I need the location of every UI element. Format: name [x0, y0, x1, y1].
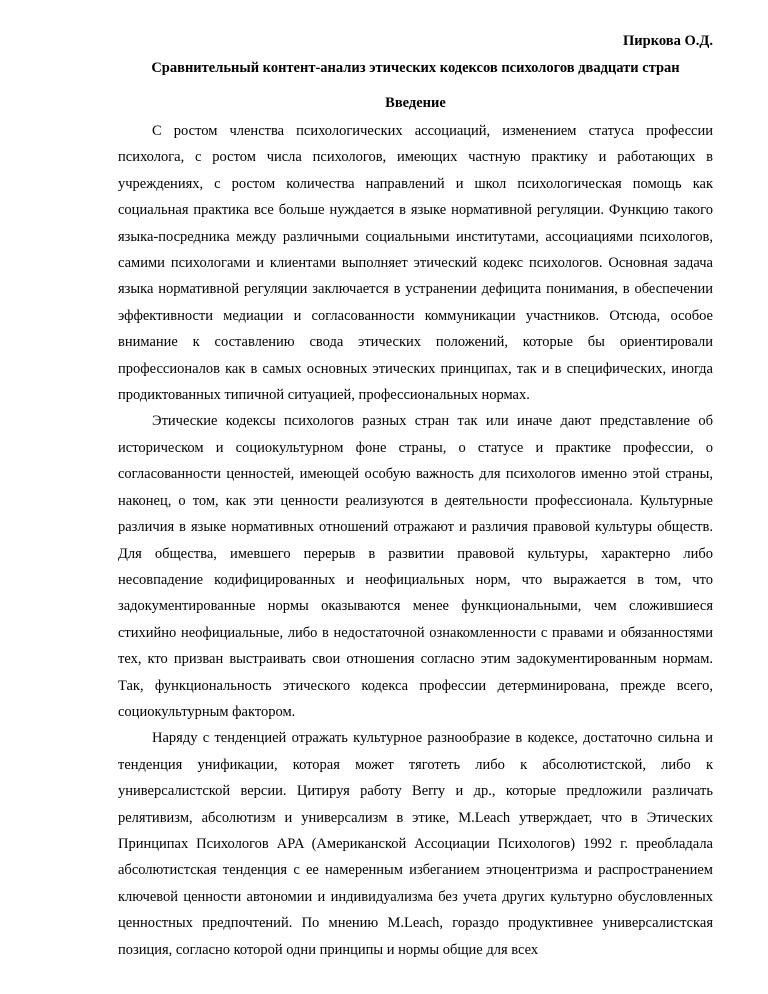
paragraph-2: Этические кодексы психологов разных стран так или иначе дают представление об историческом и социокультурном фоне страны, о статусе и практике профессии, о согласованности ценностей, имеющей особую важность для психологов именно этой страны, наконец, о том, как эти ценности реализуются в деятельности профессионала. Культурные различия в языке нормативных отношений отражают и различия правовой культуры обществ. Для общества, имевшего перерыв в развитии правовой культуры, характерно либо несовпадение кодифицированных и неофициальных норм, что выражается в том, что задокументированные нормы оказываются менее функциональными, чем сложившиеся стихийно неофициальные, либо в недостаточной ознакомленности с правами и обязанностями тех, кто призван выстраивать свои отношения согласно этим задокументированным нормам. Так, функциональность этического кодекса профессии детерминирована, прежде всего, социокультурным фактором.: [118, 413, 713, 720]
author-name: Пиркова О.Д.: [623, 33, 713, 49]
section-heading: Введение: [385, 95, 446, 111]
document-title: Сравнительный контент-анализ этических кодексов психологов двадцати стран: [151, 60, 680, 76]
paragraph-3: Наряду с тенденцией отражать культурное разнообразие в кодексе, достаточно сильна и тенденция унификации, которая может тяготеть либо к абсолютистской, либо к универсалистской версии. Цитируя работу Berry и др., которые предложили различать релятивизм, абсолютизм и универсализм в этике, M.Leach утверждает, что в Этических Принципах Психологов APA (Американской Ассоциации Психологов) 1992 г. преобладала абсолютистская тенденция с ее намеренным избеганием этноцентризма и распространением ключевой ценности автономии и индивидуализма без учета других культурно обусловленных ценностных предпочтений. По мнению M.Leach, гораздо продуктивнее универсалистская позиция, согласно которой одни принципы и нормы общие для всех: [118, 730, 713, 958]
document-page: [118, 32, 713, 963]
paragraph-1: С ростом членства психологических ассоциаций, изменением статуса профессии психолога, с ростом числа психологов, имеющих частную практику и работающих в учреждениях, с ростом количества направлений и школ психологическая помощь как социальная практика все больше нуждается в языке нормативной регуляции. Функцию такого языка-посредника между различными социальными институтами, ассоциациями психологов, самими психологами и клиентами выполняет этический кодекс психологов. Основная задача языка нормативной регуляции заключается в устранении дефицита понимания, в обеспечении эффективности медиации и согласованности коммуникации участников. Отсюда, особое внимание к составлению свода этических положений, которые бы ориентировали профессионалов как в самых основных этических принципах, так и в специфических, иногда продиктованных типичной ситуацией, профессиональных нормах.: [118, 123, 713, 404]
